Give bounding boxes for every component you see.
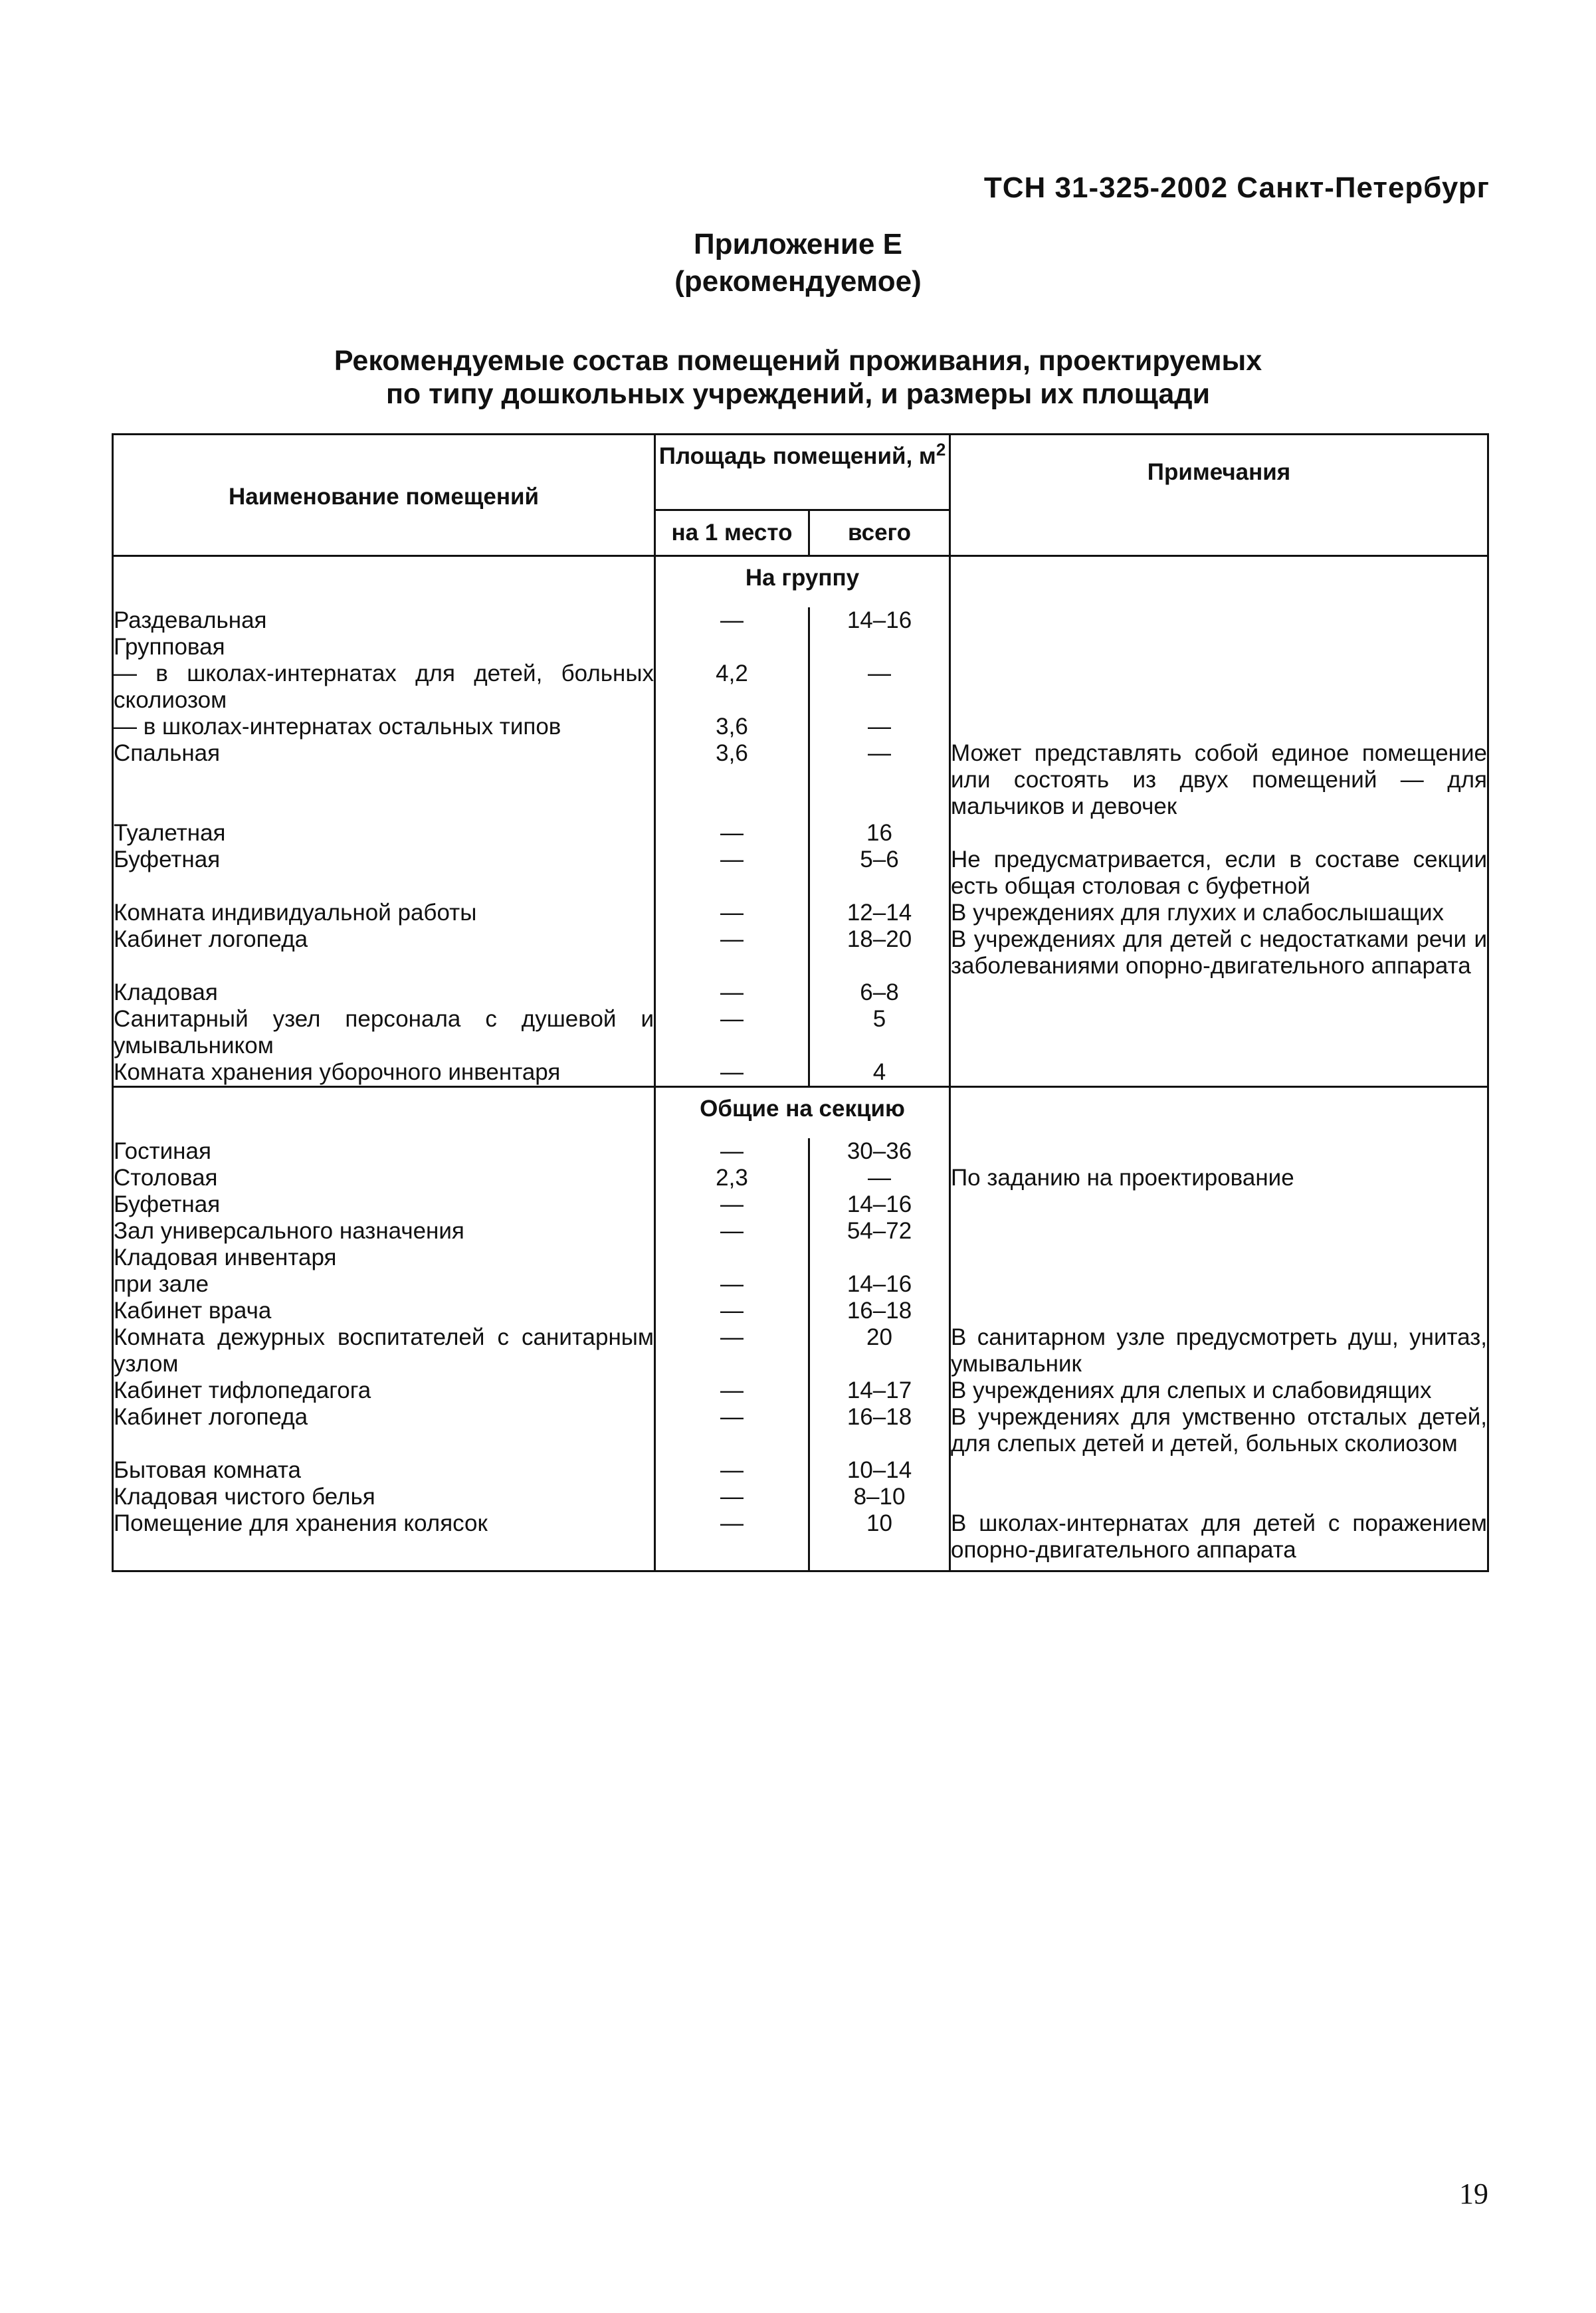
table-row	[113, 1059, 1488, 1087]
area-per-place: —	[655, 847, 809, 900]
area-total: 18–20	[809, 926, 950, 979]
area-total: 4	[809, 1059, 950, 1087]
room-name: Кладовая чистого белья	[113, 1484, 655, 1510]
area-per-place: —	[655, 1510, 809, 1571]
note: Может представлять собой единое помещение или состоять из двух помещений — для мальчиков и девочек	[951, 740, 1487, 819]
room-name: Раздевальная	[113, 607, 655, 634]
header-per-place: на 1 место	[655, 510, 809, 556]
note	[950, 607, 1488, 634]
area-total: 16	[809, 820, 950, 847]
area-per-place: —	[655, 1377, 809, 1404]
section-spacer	[113, 556, 655, 608]
note	[950, 1006, 1488, 1059]
room-name: Буфетная	[113, 1191, 655, 1218]
table-row	[113, 1324, 1488, 1377]
table-row	[113, 740, 1488, 820]
note	[950, 1191, 1488, 1218]
area-total: —	[809, 714, 950, 740]
area-per-place	[655, 634, 809, 660]
area-per-place	[655, 1245, 809, 1271]
room-name: Зал универсального назначения	[113, 1218, 655, 1245]
area-per-place: 3,6	[655, 714, 809, 740]
area-total: —	[809, 740, 950, 820]
appendix-heading	[0, 226, 1596, 300]
area-per-place: —	[655, 1138, 809, 1165]
area-per-place: 3,6	[655, 740, 809, 820]
area-total: —	[809, 1165, 950, 1191]
note	[950, 1245, 1488, 1271]
area-total: 54–72	[809, 1218, 950, 1245]
note: В учреждениях для детей с недостатками речи и заболеваниями опорно-двигательного аппарата	[951, 926, 1487, 979]
room-name: Помещение для хранения колясок	[113, 1510, 655, 1571]
note	[950, 1059, 1488, 1087]
table-row	[113, 714, 1488, 740]
note	[950, 660, 1488, 714]
room-name: — в школах-интернатах для детей, больных сколиозом	[114, 660, 654, 713]
room-name: Спальная	[113, 740, 655, 820]
area-total: 20	[809, 1324, 950, 1377]
room-name: Кабинет тифлопедагога	[113, 1377, 655, 1404]
note: В учреждениях для умственно отсталых детей, для слепых детей и детей, больных сколиозом	[951, 1404, 1487, 1457]
note: В учреждениях для слепых и слабовидящих	[950, 1377, 1488, 1404]
appendix-label: Приложение Е	[694, 228, 902, 260]
room-name: Буфетная	[113, 847, 655, 900]
area-per-place: —	[655, 820, 809, 847]
table-row	[113, 1510, 1488, 1571]
area-per-place: —	[655, 1006, 809, 1059]
table-row	[113, 820, 1488, 847]
area-total: —	[809, 660, 950, 714]
area-per-place: —	[655, 607, 809, 634]
area-per-place: —	[655, 1404, 809, 1457]
area-per-place: —	[655, 1059, 809, 1087]
area-total: 12–14	[809, 900, 950, 926]
area-total: 16–18	[809, 1404, 950, 1457]
section-note-spacer	[950, 556, 1488, 608]
area-per-place: —	[655, 926, 809, 979]
note	[950, 820, 1488, 847]
table-row	[113, 1006, 1488, 1059]
note	[950, 1218, 1488, 1245]
area-total: 8–10	[809, 1484, 950, 1510]
area-per-place: —	[655, 1218, 809, 1245]
table-title-line-1: Рекомендуемые состав помещений проживания, проектируемых	[334, 345, 1262, 377]
room-name: Бытовая комната	[113, 1457, 655, 1484]
section-spacer	[113, 1087, 655, 1139]
room-name: Кабинет логопеда	[113, 926, 655, 979]
section-header-row	[113, 556, 1488, 608]
section-header-row	[113, 1087, 1488, 1139]
area-total: 10	[809, 1510, 950, 1571]
note: Не предусматривается, если в составе секции есть общая столовая с буфетной	[951, 847, 1487, 899]
room-name: Туалетная	[113, 820, 655, 847]
section-title: На группу	[655, 556, 950, 608]
room-name: Санитарный узел персонала с душевой и умывальником	[114, 1006, 654, 1058]
area-per-place: —	[655, 1324, 809, 1377]
area-total: 16–18	[809, 1298, 950, 1324]
note	[950, 714, 1488, 740]
note	[950, 1298, 1488, 1324]
area-per-place: —	[655, 1271, 809, 1298]
note	[950, 1457, 1488, 1484]
table-row	[113, 634, 1488, 660]
note	[950, 1271, 1488, 1298]
area-total: 14–16	[809, 607, 950, 634]
area-total: 5	[809, 1006, 950, 1059]
note: В учреждениях для глухих и слабослышащих	[950, 900, 1488, 926]
room-name: Гостиная	[113, 1138, 655, 1165]
area-per-place: 4,2	[655, 660, 809, 714]
room-name: Столовая	[113, 1165, 655, 1191]
area-per-place: —	[655, 1298, 809, 1324]
room-name: Групповая	[113, 634, 655, 660]
table-row	[113, 1484, 1488, 1510]
area-total: 14–16	[809, 1271, 950, 1298]
table-row	[113, 1404, 1488, 1457]
area-total	[809, 634, 950, 660]
header-area: Площадь помещений, $м^2$	[655, 435, 950, 510]
room-name: Комната дежурных воспитателей с санитарным узлом	[114, 1324, 654, 1377]
table-title-line-2: по типу дошкольных учреждений, и размеры их площади	[385, 378, 1211, 410]
area-total: 5–6	[809, 847, 950, 900]
room-name: — в школах-интернатах остальных типов	[113, 714, 655, 740]
room-name: Комната хранения уборочного инвентаря	[113, 1059, 655, 1087]
table-row	[113, 926, 1488, 979]
note	[950, 1138, 1488, 1165]
area-per-place: 2,3	[655, 1165, 809, 1191]
appendix-status: (рекомендуемое)	[674, 265, 922, 298]
note: По заданию на проектирование	[950, 1165, 1488, 1191]
area-total: 14–17	[809, 1377, 950, 1404]
note	[950, 1484, 1488, 1510]
header-notes: Примечания	[950, 435, 1488, 556]
area-per-place: —	[655, 979, 809, 1006]
table-body	[113, 556, 1488, 1571]
area-total: 10–14	[809, 1457, 950, 1484]
area-per-place: —	[655, 1457, 809, 1484]
room-name: при зале	[113, 1271, 655, 1298]
area-per-place: —	[655, 900, 809, 926]
room-name: Кладовая инвентаря	[113, 1245, 655, 1271]
table-row	[113, 607, 1488, 634]
table-row	[113, 979, 1488, 1006]
note	[950, 979, 1488, 1006]
room-name: Комната индивидуальной работы	[113, 900, 655, 926]
table-row	[113, 1298, 1488, 1324]
rooms-area-table	[112, 433, 1489, 1572]
room-name: Кабинет логопеда	[113, 1404, 655, 1457]
area-per-place: —	[655, 1484, 809, 1510]
area-total	[809, 1245, 950, 1271]
table-row	[113, 1457, 1488, 1484]
table-row	[113, 1377, 1488, 1404]
table-title	[0, 344, 1596, 411]
table-row	[113, 1191, 1488, 1218]
room-name: Кладовая	[113, 979, 655, 1006]
table-row	[113, 900, 1488, 926]
table-row	[113, 1218, 1488, 1245]
area-total: 14–16	[809, 1191, 950, 1218]
room-name: Кабинет врача	[113, 1298, 655, 1324]
table-row	[113, 1165, 1488, 1191]
section-title: Общие на секцию	[655, 1087, 950, 1139]
header-room-name: Наименование помещений	[113, 435, 655, 556]
table-row	[113, 1138, 1488, 1165]
table-row	[113, 660, 1488, 714]
document-code: ТСН 31-325-2002 Санкт-Петербург	[983, 171, 1490, 204]
table-row	[113, 1271, 1488, 1298]
area-per-place: —	[655, 1191, 809, 1218]
note: В санитарном узле предусмотреть душ, унитаз, умывальник	[951, 1324, 1487, 1377]
area-total: 6–8	[809, 979, 950, 1006]
area-total: 30–36	[809, 1138, 950, 1165]
header-total: всего	[809, 510, 950, 556]
note	[950, 634, 1488, 660]
table-row	[113, 1245, 1488, 1271]
note: В школах-интернатах для детей с поражением опорно-двигательного аппарата	[950, 1510, 1488, 1571]
table-row	[113, 847, 1488, 900]
section-note-spacer	[950, 1087, 1488, 1139]
page-number: 19	[1459, 2177, 1488, 2210]
